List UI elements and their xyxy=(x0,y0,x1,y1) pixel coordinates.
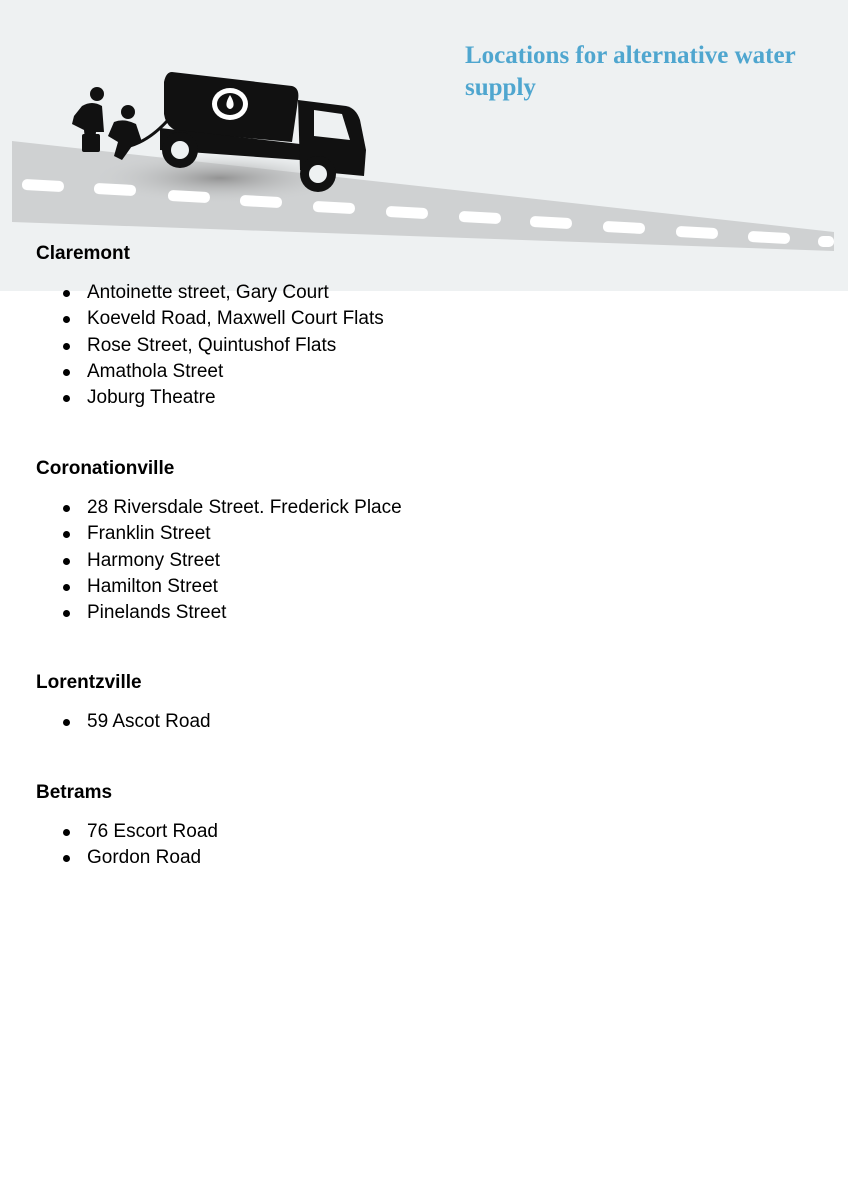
list-item: Gordon Road xyxy=(36,845,736,871)
bullet-icon xyxy=(63,829,70,836)
list-item: Franklin Street xyxy=(36,521,736,547)
bullet-icon xyxy=(63,855,70,862)
list-item: Harmony Street xyxy=(36,548,736,574)
list-item: 59 Ascot Road xyxy=(36,709,736,735)
bullet-icon xyxy=(63,584,70,591)
area-heading: Coronationville xyxy=(36,458,175,479)
area-heading: Claremont xyxy=(36,243,130,264)
area-section-lorentzville xyxy=(36,671,736,735)
location-list xyxy=(36,495,736,626)
bullet-icon xyxy=(63,290,70,297)
bullet-icon xyxy=(63,505,70,512)
list-item: Joburg Theatre xyxy=(36,385,736,411)
list-item: 76 Escort Road xyxy=(36,819,736,845)
area-section-betrams xyxy=(36,781,736,872)
location-list xyxy=(36,819,736,872)
area-heading: Lorentzville xyxy=(36,672,142,693)
bullet-icon xyxy=(63,343,70,350)
bullet-icon xyxy=(63,531,70,538)
area-section-claremont xyxy=(36,242,736,411)
list-item: Antoinette street, Gary Court xyxy=(36,280,736,306)
location-list xyxy=(36,280,736,411)
area-heading: Betrams xyxy=(36,782,113,803)
bullet-icon xyxy=(63,610,70,617)
list-item: 28 Riversdale Street. Frederick Place xyxy=(36,495,736,521)
list-item: Pinelands Street xyxy=(36,600,736,626)
list-item: Amathola Street xyxy=(36,359,736,385)
location-list xyxy=(36,709,736,735)
list-item: Rose Street, Quintushof Flats xyxy=(36,333,736,359)
bullet-icon xyxy=(63,316,70,323)
bullet-icon xyxy=(63,369,70,376)
list-item: Koeveld Road, Maxwell Court Flats xyxy=(36,306,736,332)
bullet-icon xyxy=(63,558,70,565)
list-item: Hamilton Street xyxy=(36,574,736,600)
page-title: Locations for alternative water supply xyxy=(465,42,796,101)
bullet-icon xyxy=(63,719,70,726)
workers xyxy=(72,87,142,160)
bullet-icon xyxy=(63,395,70,402)
area-section-coronationville xyxy=(36,457,736,626)
